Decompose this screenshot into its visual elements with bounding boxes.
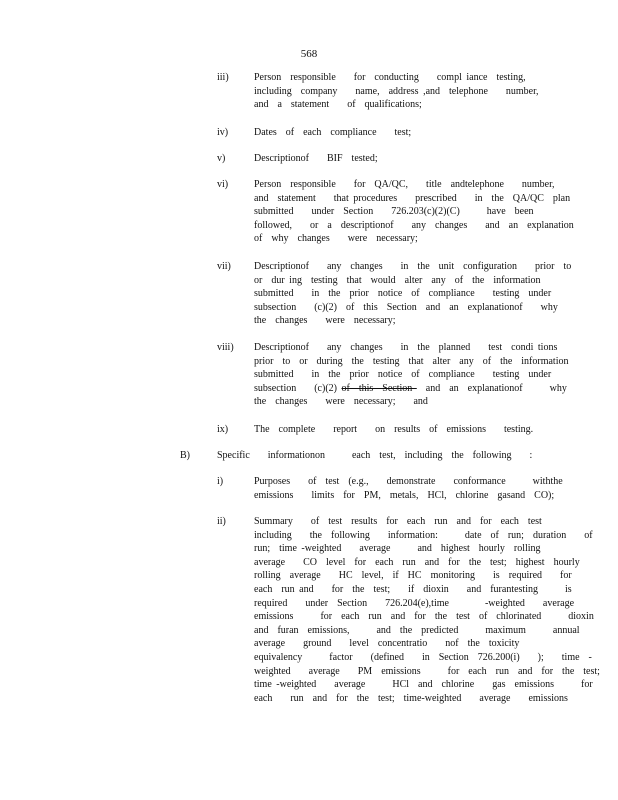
- item-text-line: run; time -weighted average and highest hourly rolling: [254, 543, 541, 555]
- item-label: ix): [217, 424, 229, 435]
- item-text-line: The complete report on results of emissions testing.: [254, 424, 534, 435]
- item-text-line: average CO level for each run and for the test; highest hourly: [254, 556, 580, 568]
- item-text-line: each run and for the test; if dioxin and furantesting is: [254, 583, 572, 595]
- list-item: [217, 152, 547, 166]
- text-run: and an explanationof why: [416, 382, 567, 394]
- item-text-line: Purposes of test (e.g., demonstrate conformance withthe: [254, 476, 563, 487]
- item-label: ii): [217, 516, 226, 527]
- item-text-line: emissions for each run and for the test of chlorinated dioxin: [254, 611, 594, 623]
- item-text-line: average ground level concentratio nof the toxicity: [254, 638, 520, 650]
- item-text-line: submitted in the prior notice of compliance testing under: [254, 369, 552, 381]
- list-item: [217, 423, 547, 437]
- item-text-line: and furan emissions, and the predicted maximum annual: [254, 624, 580, 636]
- item-text-line: required under Section 726.204(e),time -weighted average: [254, 597, 575, 609]
- item-text-line: and statement that procedures prescribed in the QA/QC plan: [254, 192, 571, 204]
- section-item: [180, 449, 540, 463]
- item-text-line: followed, or a descriptionof any changes and an explanation: [254, 219, 574, 231]
- item-text-line: equivalency factor (defined in Section 726.200(i) ); time -: [254, 651, 592, 663]
- item-label: viii): [217, 342, 234, 353]
- item-text-line: submitted in the prior notice of compliance testing under: [254, 288, 552, 300]
- item-text-line: and a statement of qualifications;: [254, 99, 422, 111]
- list-item: [217, 515, 600, 710]
- list-item: [217, 260, 572, 330]
- item-text-line: Summary of test results for each run and for each test: [254, 516, 542, 527]
- item-text-line: weighted average PM emissions for each run and for the test;: [254, 665, 600, 677]
- item-text-line: Dates of each compliance test;: [254, 127, 412, 138]
- item-text-line: Person responsible for QA/QC, title andtelephone number,: [254, 179, 555, 190]
- list-item: [217, 178, 574, 248]
- section-text-line: Specific informationon each test, including the following :: [217, 450, 533, 461]
- item-text-line: the changes were necessary; and: [254, 396, 428, 408]
- item-text-line: time -weighted average HCl and chlorine gas emissions for: [254, 679, 593, 691]
- item-label: iii): [217, 72, 229, 83]
- item-text-line: subsection (c)(2) of this Section and an explanationof why: [254, 301, 558, 313]
- item-label: v): [217, 153, 226, 164]
- item-text-line: Descriptionof any changes in the unit configuration prior to: [254, 261, 572, 272]
- struck-text: of this Section: [341, 382, 417, 394]
- item-text-line: the changes were necessary;: [254, 315, 396, 327]
- text-run: subsection (c)(2): [254, 382, 342, 394]
- item-label: iv): [217, 127, 229, 138]
- item-label: i): [217, 476, 224, 487]
- item-text-line: Descriptionof BIF tested;: [254, 153, 378, 164]
- item-text-line: submitted under Section 726.203(c)(2)(C) have been: [254, 206, 534, 218]
- item-text-line: Person responsible for conducting compl iance testing,: [254, 72, 526, 83]
- item-text-line: rolling average HC level, if HC monitoring is required for: [254, 570, 572, 582]
- list-item: [217, 71, 547, 113]
- item-text-line: prior to or during the testing that alter any of the information: [254, 355, 569, 367]
- item-text-line: or dur ing testing that would alter any of the information: [254, 274, 541, 286]
- item-text-line: including company name, address ,and telephone number,: [254, 85, 539, 97]
- item-label: vi): [217, 179, 229, 190]
- item-text-line: of why changes were necessary;: [254, 233, 418, 245]
- item-text-line: including the following information: date of run; duration of: [254, 529, 593, 541]
- list-item: [217, 126, 547, 140]
- item-text-line: each run and for the test; time-weighted average emissions: [254, 692, 568, 704]
- list-item: [217, 341, 569, 411]
- item-text-line: emissions limits for PM, metals, HCl, chlorine gasand CO);: [254, 489, 555, 501]
- section-label: B): [180, 450, 190, 461]
- item-text-line: [254, 382, 569, 396]
- item-label: vii): [217, 261, 231, 272]
- item-text-line: Descriptionof any changes in the planned test condi tions: [254, 342, 558, 353]
- list-item: [217, 475, 563, 503]
- page-number: 568: [300, 48, 318, 60]
